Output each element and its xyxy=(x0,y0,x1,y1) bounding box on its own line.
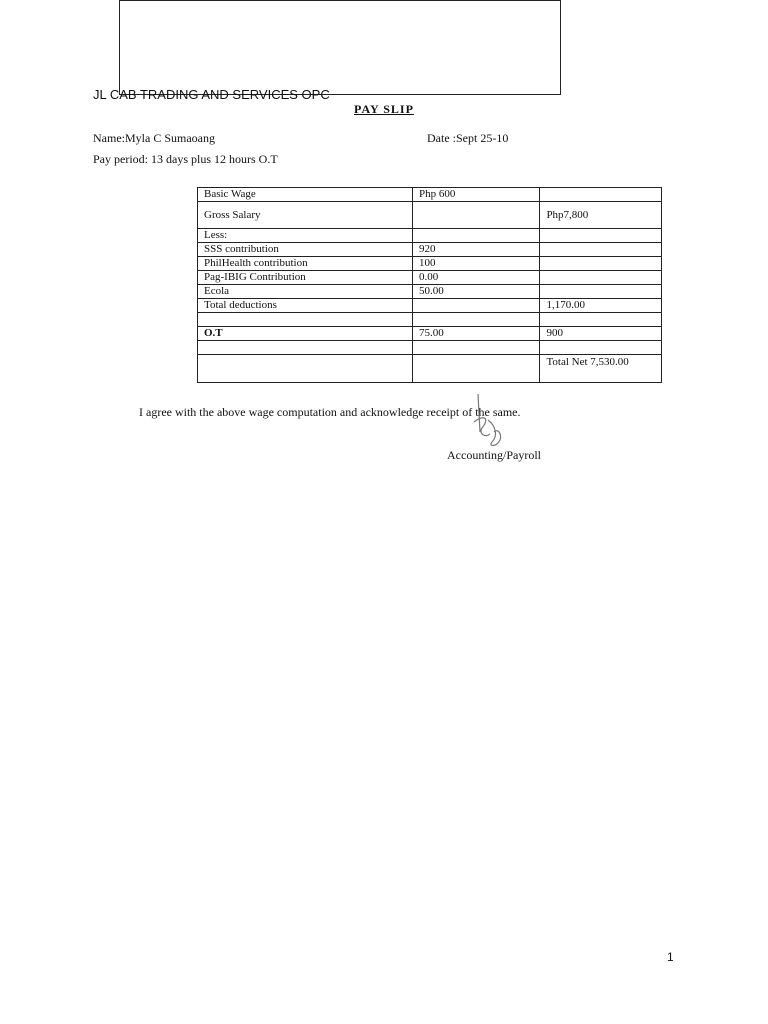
row-label: Total deductions xyxy=(198,299,413,313)
row-total: Php7,800 xyxy=(540,202,662,229)
row-label xyxy=(198,341,413,355)
table-row xyxy=(198,257,662,271)
signature-mark xyxy=(468,392,514,452)
table-row xyxy=(198,341,662,355)
row-total xyxy=(540,313,662,327)
employee-name: Name:Myla C Sumaoang xyxy=(93,131,215,145)
row-amount: 100 xyxy=(413,257,540,271)
row-total xyxy=(540,341,662,355)
row-total xyxy=(540,285,662,299)
pay-period: Pay period: 13 days plus 12 hours O.T xyxy=(93,152,278,166)
table-row xyxy=(198,355,662,383)
row-total: Total Net 7,530.00 xyxy=(540,355,662,383)
row-amount xyxy=(413,355,540,383)
row-label: Basic Wage xyxy=(198,188,413,202)
row-label: Pag-IBIG Contribution xyxy=(198,271,413,285)
signature-label: Accounting/Payroll xyxy=(447,448,541,462)
row-label: SSS contribution xyxy=(198,243,413,257)
row-total xyxy=(540,229,662,243)
row-label xyxy=(198,313,413,327)
row-amount xyxy=(413,229,540,243)
acknowledgement-text: I agree with the above wage computation and acknowledge receipt of the same. xyxy=(139,405,521,419)
row-amount: Php 600 xyxy=(413,188,540,202)
table-row xyxy=(198,243,662,257)
header-box xyxy=(119,0,561,95)
row-amount: 50.00 xyxy=(413,285,540,299)
row-label: Less: xyxy=(198,229,413,243)
table-row xyxy=(198,188,662,202)
table-row xyxy=(198,202,662,229)
row-label: Ecola xyxy=(198,285,413,299)
document-title: PAY SLIP xyxy=(354,102,414,116)
table-row xyxy=(198,271,662,285)
row-label xyxy=(198,355,413,383)
pay-table xyxy=(197,187,662,383)
row-amount xyxy=(413,299,540,313)
pay-date: Date :Sept 25-10 xyxy=(427,131,509,145)
row-amount: 920 xyxy=(413,243,540,257)
row-amount xyxy=(413,341,540,355)
row-total: 900 xyxy=(540,327,662,341)
row-amount xyxy=(413,202,540,229)
row-total xyxy=(540,257,662,271)
row-label: O.T xyxy=(198,327,413,341)
page-number: 1 xyxy=(667,950,674,964)
table-row xyxy=(198,327,662,341)
table-row xyxy=(198,299,662,313)
table-row xyxy=(198,229,662,243)
row-total: 1,170.00 xyxy=(540,299,662,313)
row-amount: 75.00 xyxy=(413,327,540,341)
row-label: PhilHealth contribution xyxy=(198,257,413,271)
table-row xyxy=(198,285,662,299)
row-label: Gross Salary xyxy=(198,202,413,229)
table-row xyxy=(198,313,662,327)
row-total xyxy=(540,188,662,202)
row-amount: 0.00 xyxy=(413,271,540,285)
row-total xyxy=(540,271,662,285)
company-name: JL CAB TRADING AND SERVICES OPC xyxy=(93,87,330,102)
row-amount xyxy=(413,313,540,327)
row-total xyxy=(540,243,662,257)
